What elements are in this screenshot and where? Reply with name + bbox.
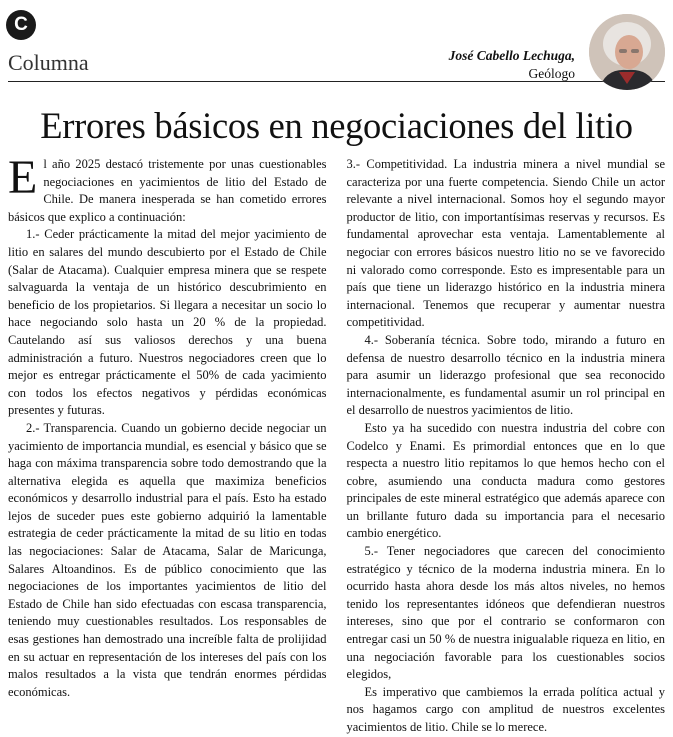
- column-left: [8, 151, 327, 699]
- drop-cap: E: [8, 151, 38, 204]
- paragraph-intro: El año 2025 destacó tristemente por unas cuestionables negociaciones en yacimientos de litio del Estado de Chile. De manera inesperada se han cometido errores básicos que explico a continuación:: [8, 151, 327, 224]
- author-role: Geólogo: [528, 66, 575, 81]
- section-badge: C: [6, 10, 36, 40]
- paragraph-point-1: 1.- Ceder prácticamente la mitad del mejor yacimiento de litio en salares del mundo descubierto por el Estado de Chile (Salar de Atacama). Cualquier empresa minera que se respete salvaguarda la ventaja de un histórico descubrimiento en beneficio de los propietarios. Si llegara a necesitar un socio lo hace negociando solo hasta un 20 % de la propiedad. Cautelando así sus valiosos derechos y una buena administración a futuro. Nuestros negociadores creen que lo mejor es entregar prácticamente el 50% de cada yacimiento con todos los efectos negativos y pérdidas económicas presentes y futuras.: [8, 227, 327, 418]
- author-byline: [449, 47, 575, 83]
- paragraph-point-2: 2.- Transparencia. Cuando un gobierno decide negociar un yacimiento de importancia mundial, es esencial y básico que se haga con máxima transparencia sobre todo demostrando que la alternativa elegida es aquella que maximiza beneficios económicos y desarrollo industrial para el país. Esto ha estado lejos de suceder pues este gobierno adquirió la lamentable estrategia de ceder prácticamente la mitad de su litio en todas las negociaciones: Salar de Atacama, Salar de Maricunga, Salares Altoandinos. Es de público conocimiento que las negociaciones de los importantes yacimientos de litio del Estado de Chile han sido efectuadas con escasa transparencia, teniendo muy cuestionables resultados. Los responsables de esas gestiones han demostrado una increíble falta de prolijidad en su actuar en representación de los intereses del país con los malos resultados a la vista que tendrán enormes pérdidas económicas.: [8, 420, 327, 699]
- author-name: José Cabello Lechuga,: [448, 48, 575, 63]
- paragraph-point-3-continued: 3.- Competitividad. La industria minera a nivel mundial se caracteriza por una fuerte competencia. Siendo Chile un actor relevante a nivel internacional. Somos hoy el segundo mayor productor de litio, con importantísimas reservas y recursos. Es fundamental aprovechar esta ventaja. Lamentablemente al negociar con errores básicos nuestro litio no se ve favorecido ni valorado como corresponde. Esto es impresentable para un país que tiene un liderazgo histórico en la industria minera internacional. Tenemos que recuperar y aumentar nuestra competitividad.: [346, 157, 665, 330]
- paragraph-point-5: 5.- Tener negociadores que carecen del conocimiento estratégico y técnico de la moderna industria minera. En lo ocurrido hasta ahora desde los más altos niveles, no hemos tenido los representantes idóneos que defendieran nuestros intereses, sino que por el contrario se conformaron con entregar casi un 50 % de nuestra inigualable riqueza en litio, en una negociación favorable para los cuestionables socios elegidos,: [346, 544, 665, 682]
- paragraph-copper: Esto ya ha sucedido con nuestra industria del cobre con Codelco y Enami. Es primordial entonces que en lo que respecta a nuestro litio repitamos lo que hemos hecho con el cobre, asumiendo una conducta madura como gestores principales de este mineral estratégico que además aparece con un brillante futuro dada su importancia para el necesario cambio energético.: [346, 420, 665, 541]
- paragraph-point-4: 4.- Soberanía técnica. Sobre todo, mirando a futuro en defensa de nuestro desarrollo técnico en la industria minera para asumir un liderazgo profesional que sea reconocido internacionalmente, es fundamental asumir un rol principal en el desarrollo de nuestros yacimientos de litio.: [346, 332, 665, 418]
- article-body: [8, 151, 665, 734]
- headline: Errores básicos en negociaciones del litio: [40, 105, 633, 146]
- section-label: Columna: [8, 50, 89, 75]
- author-photo: [589, 14, 665, 90]
- paragraph-closing: Es imperativo que cambiemos la errada política actual y nos hagamos cargo con amplitud de nuestros excelentes yacimientos de litio. Chile se lo merece.: [346, 684, 665, 734]
- column-right: [346, 156, 666, 734]
- author-portrait-image: [589, 14, 665, 90]
